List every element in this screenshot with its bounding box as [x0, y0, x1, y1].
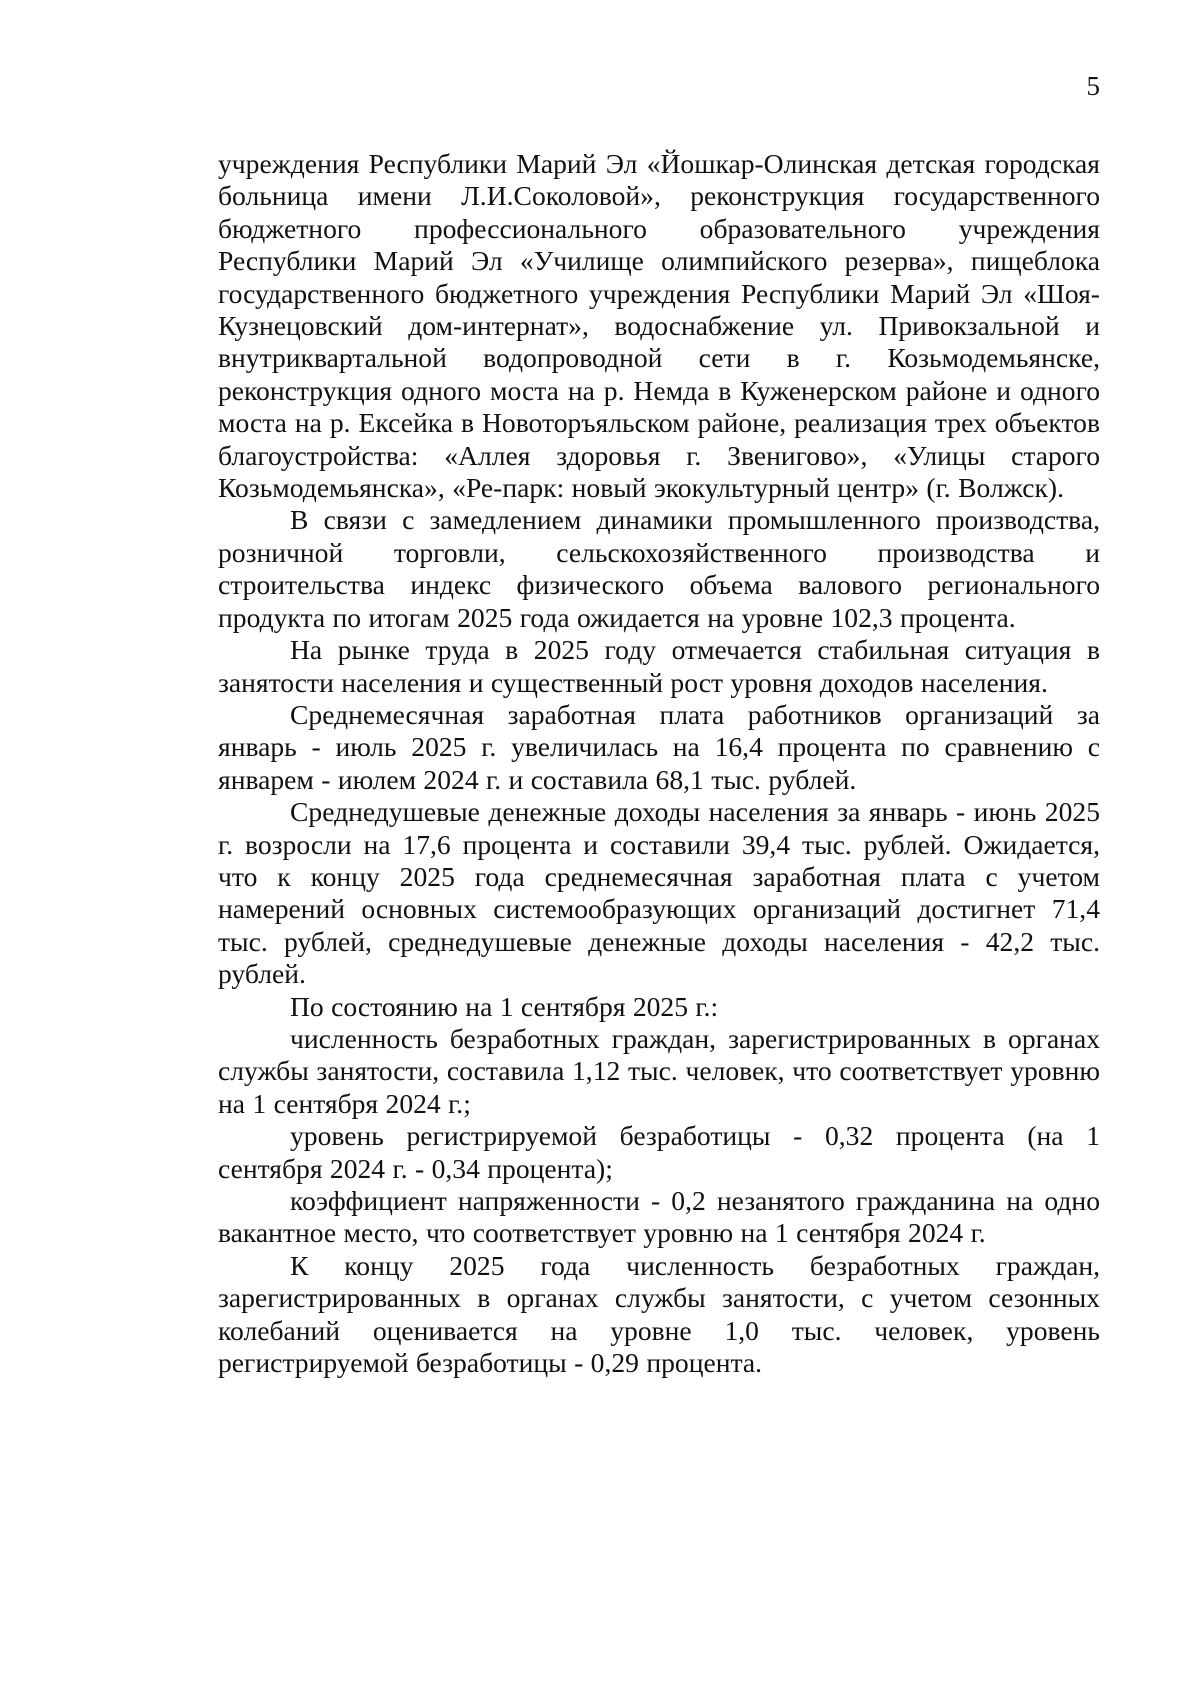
paragraph-average-salary: Среднемесячная заработная плата работников организаций за январь - июль 2025 г. увеличилась на 16,4 процента по сравнению с январем - июлем 2024 г. и составила 68,1 тыс. рублей. [218, 698, 1100, 795]
paragraph-unemployment-rate: уровень регистрируемой безработицы - 0,32 процента (на 1 сентября 2024 г. - 0,34 процента); [218, 1120, 1100, 1184]
document-body [218, 148, 1100, 1379]
page-number: 5 [1086, 71, 1100, 101]
paragraph-continuation-construction-projects: учреждения Республики Марий Эл «Йошкар-Олинская детская городская больница имени Л.И.Соколовой», реконструкция государственного бюджетного профессионального образовательного учреждения Республики Марий Эл «Училище олимпийского резерва», пищеблока государственного бюджетного учреждения Республики Марий Эл «Шоя-Кузнецовский дом-интернат», водоснабжение ул. Привокзальной и внутриквартальной водопроводной сети в г. Козьмодемьянске, реконструкция одного моста на р. Немда в Куженерском районе и одного моста на р. Ексейка в Новоторъяльском районе, реализация трех объектов благоустройства: «Аллея здоровья г. Звенигово», «Улицы старого Козьмодемьянска», «Ре-парк: новый экокультурный центр» (г. Волжск). [218, 148, 1100, 504]
paragraph-tension-coefficient: коэффициент напряженности - 0,2 незанятого гражданина на одно вакантное место, что соответствует уровню на 1 сентября 2024 г. [218, 1185, 1100, 1249]
paragraph-labor-market: На рынке труда в 2025 году отмечается стабильная ситуация в занятости населения и существенный рост уровня доходов населения. [218, 634, 1100, 698]
paragraph-unemployed-count: численность безработных граждан, зарегистрированных в органах службы занятости, составила 1,12 тыс. человек, что соответствует уровню на 1 сентября 2024 г.; [218, 1022, 1100, 1119]
paragraph-as-of-date: По состоянию на 1 сентября 2025 г.: [290, 990, 719, 1022]
paragraph-per-capita-income: Среднедушевые денежные доходы населения за январь - июнь 2025 г. возросли на 17,6 процента и составили 39,4 тыс. рублей. Ожидается, что к концу 2025 года среднемесячная заработная плата с учетом намерений основных системообразующих организаций достигнет 71,4 тыс. рублей, среднедушевые денежные доходы населения - 42,2 тыс. рублей. [218, 796, 1100, 990]
paragraph-grp-index: В связи с замедлением динамики промышленного производства, розничной торговли, сельскохозяйственного производства и строительства индекс физического объема валового регионального продукта по итогам 2025 года ожидается на уровне 102,3 процента. [218, 504, 1100, 633]
paragraph-year-end-forecast: К концу 2025 года численность безработных граждан, зарегистрированных в органах службы занятости, с учетом сезонных колебаний оценивается на уровне 1,0 тыс. человек, уровень регистрируемой безработицы - 0,29 процента. [218, 1249, 1100, 1379]
